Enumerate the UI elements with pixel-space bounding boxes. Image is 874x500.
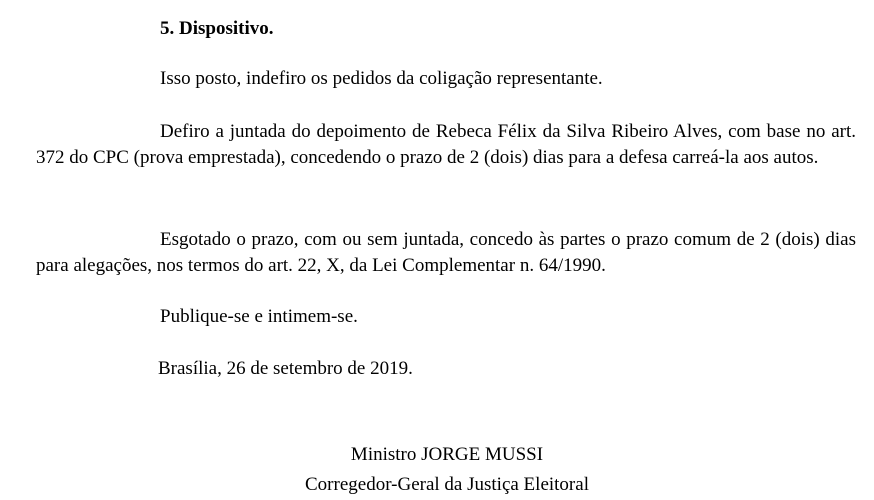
paragraph-deposition: Defiro a juntada do depoimento de Rebeca Félix da Silva Ribeiro Alves, com base no art. 372 do CPC (prova emprestada), concedendo o prazo de 2 (dois) dias para a defesa carreá-la aos autos.: [36, 121, 856, 168]
paragraph-publish: Publique-se e intimem-se.: [160, 306, 358, 327]
date-line: Brasília, 26 de setembro de 2019.: [158, 358, 413, 379]
section-heading: 5. Dispositivo.: [160, 18, 274, 39]
signatory-title: Corregedor-Geral da Justiça Eleitoral: [305, 474, 589, 495]
signature-block: [0, 440, 874, 500]
paragraph-deadline: Esgotado o prazo, com ou sem juntada, concedo às partes o prazo comum de 2 (dois) dias para alegações, nos termos do art. 22, X, da Lei Complementar n. 64/1990.: [36, 229, 856, 276]
signatory-name: Ministro JORGE MUSSI: [350, 444, 544, 465]
paragraph-decision: Isso posto, indefiro os pedidos da coligação representante.: [160, 68, 603, 89]
